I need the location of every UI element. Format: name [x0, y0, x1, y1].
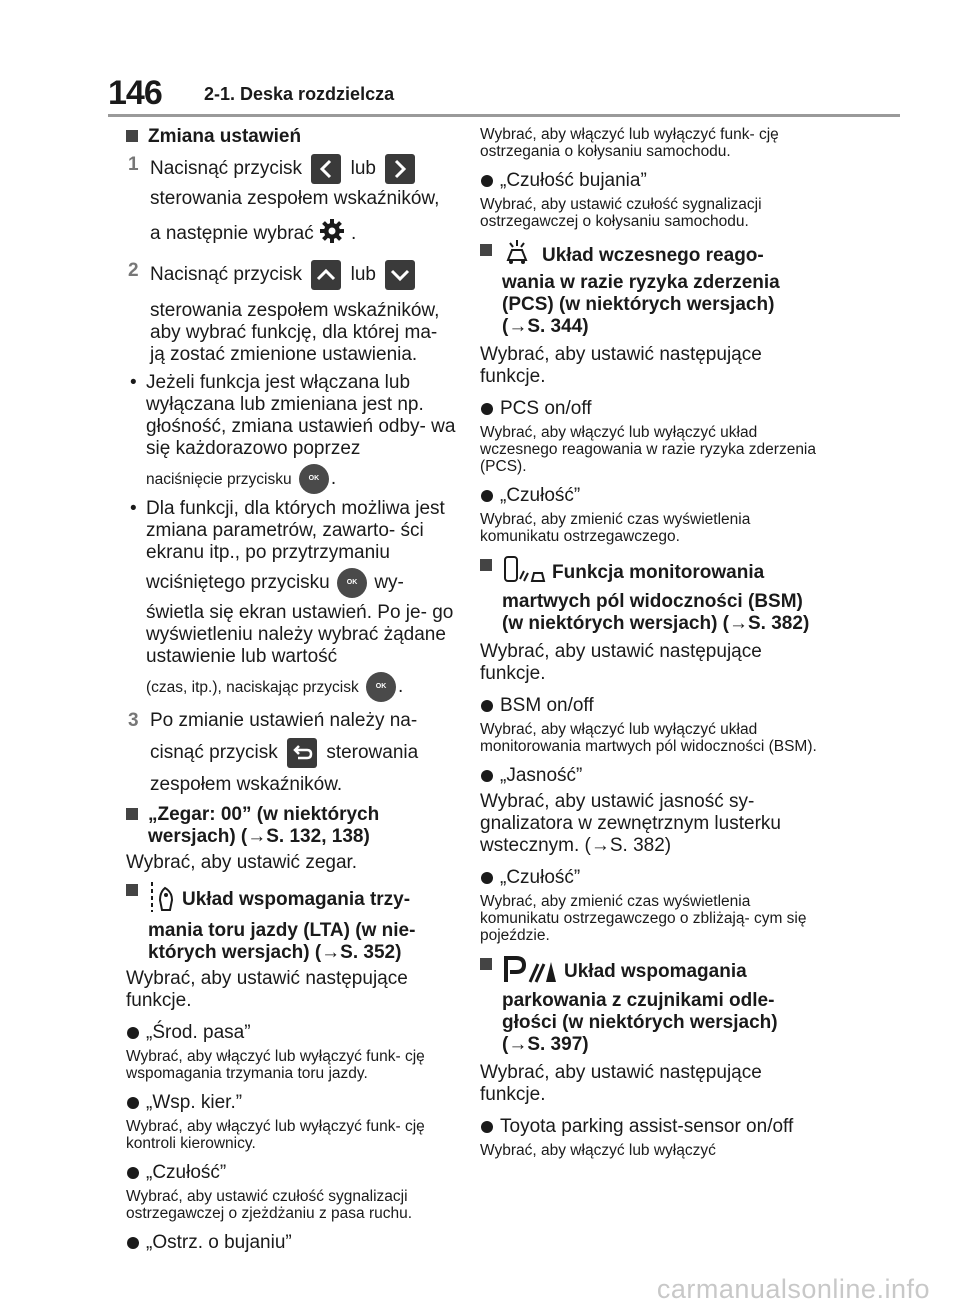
- right-arrow-key-icon: [385, 154, 415, 184]
- option-lane-center: „Środ. pasa”: [126, 1022, 458, 1044]
- blind-spot-monitor-icon: [502, 555, 546, 591]
- lta-description: Wybrać, aby ustawić następujące funkcje.: [126, 968, 408, 1011]
- option-sway-sensitivity: „Czułość bujania”: [480, 170, 820, 192]
- up-arrow-key-icon: [311, 260, 341, 290]
- square-bullet-icon: [126, 808, 138, 820]
- square-bullet-icon: [126, 130, 138, 142]
- header-rule: [108, 114, 900, 117]
- option-pcs-sensitivity: „Czułość”: [480, 485, 820, 507]
- section-title: 2-1. Deska rozdzielcza: [204, 84, 395, 104]
- left-arrow-key-icon: [311, 154, 341, 184]
- heading-parking-assist: Układ wspomagania parkowania z czujnikami odle- głości (w niektórych wersjach) (→S. 397): [480, 954, 820, 1056]
- dot-bullet-icon: [481, 872, 493, 884]
- square-bullet-icon: [480, 559, 492, 571]
- ok-key-icon: OK: [366, 672, 396, 702]
- heading-lta: Układ wspomagania trzy- mania toru jazdy (LTA) (w nie- których wersjach) (→S. 352): [126, 880, 458, 964]
- dot-bullet-icon: [127, 1027, 139, 1039]
- parking-assist-description: Wybrać, aby ustawić następujące funkcje.: [480, 1062, 762, 1105]
- heading-pcs: Układ wczesnego reago- wania w razie ryzyka zderzenia (PCS) (w niektórych wersjach) (→S. 344): [480, 240, 820, 338]
- dot-bullet-icon: [481, 1121, 493, 1133]
- note-1: • Jeżeli funkcja jest włączana lub wyłączana lub zmieniana jest np. głośność, zmiana ustawień odby- wa się każdorazowo poprzez: [130, 372, 456, 459]
- parking-sensor-description: Wybrać, aby włączyć lub wyłączyć: [480, 1142, 716, 1159]
- square-bullet-icon: [480, 958, 492, 970]
- down-arrow-key-icon: [385, 260, 415, 290]
- lane-tracing-icon: [148, 880, 176, 920]
- option-sway-warning: „Ostrz. o bujaniu”: [126, 1232, 458, 1254]
- ok-key-icon: OK: [299, 464, 329, 494]
- option-bsm-sensitivity: „Czułość”: [480, 867, 820, 889]
- bsm-description: Wybrać, aby ustawić następujące funkcje.: [480, 641, 762, 684]
- pcs-description: Wybrać, aby ustawić następujące funkcje.: [480, 344, 762, 387]
- bsm-sensitivity-description: Wybrać, aby zmienić czas wyświetlenia komunikatu ostrzegawczego o zbliżają- cym się pojeździe.: [480, 893, 807, 944]
- pre-collision-icon: [502, 240, 536, 272]
- square-bullet-icon: [480, 244, 492, 256]
- step-1: 1 Nacisnąć przycisk lub: [126, 154, 458, 184]
- page-number: 146: [108, 74, 162, 112]
- steering-assist-description: Wybrać, aby włączyć lub wyłączyć funk- cję kontroli kierownicy.: [126, 1118, 425, 1152]
- watermark: carmanualsonline.info: [656, 1274, 930, 1304]
- option-sensitivity: „Czułość”: [126, 1162, 458, 1184]
- dot-bullet-icon: [127, 1167, 139, 1179]
- heading-settings-change: Zmiana ustawień: [126, 126, 458, 148]
- sway-sensitivity-description: Wybrać, aby ustawić czułość sygnalizacji ostrzegawczej o kołysaniu samochodu.: [480, 196, 762, 230]
- square-bullet-icon: [126, 884, 138, 896]
- option-parking-sensor-onoff: Toyota parking assist-sensor on/off: [480, 1116, 820, 1138]
- step-3: 3 Po zmianie ustawień należy na-: [128, 710, 418, 731]
- sensitivity-description: Wybrać, aby ustawić czułość sygnalizacji ostrzegawczej o zjeżdżaniu z pasa ruchu.: [126, 1188, 413, 1222]
- dot-bullet-icon: [481, 175, 493, 187]
- bsm-onoff-description: Wybrać, aby włączyć lub wyłączyć układ monitorowania martwych pól widoczności (BSM).: [480, 721, 817, 755]
- lane-center-description: Wybrać, aby włączyć lub wyłączyć funk- cję wspomagania trzymania toru jazdy.: [126, 1048, 425, 1082]
- left-column: Zmiana ustawień 1 Nacisnąć przycisk lub sterowania zespołem wskaźników, a następnie wybrać . 2 Nacisnąć przycisk lub sterowania zespołem wskaźników, aby wybrać funkcję, dla której ma- ją zostać zmienione ustawienia. • Jeżeli funkcja jest włączana lub wyłączana lub zmieniana jest np. głośność, zmiana ustawień odby- wa się każdorazowo poprzez naciśnięcie przycisku OK . • Dla funkcji, dla których możliwa jest zmiana parametrów, zawarto- ści ekranu itp., po przytrzymaniu wciśniętego przycisku OK wy- świetla się ekran ustawień. Po je- go wyświetleniu należy wybrać żądane ustawienie lub wartość (czas, itp.), naciskając przycisk OK . 3 Po zmianie ustawień należy na- cisnąć przycisk sterowania zespołem wskaźników. „Zegar: 00” (w niektórych wersjach) (→S. 132, 138) Wybrać, aby ustawić zegar. Układ wspomagania trzy- mania toru jazdy (LTA) (w nie- których wersjach) (→S. 352) Wybrać, aby ustawić następujące funkcje. „Środ. pasa” Wybrać, aby włączyć lub wyłączyć funk- cję wspomagania trzymania toru jazdy. „Wsp. kier.” Wybrać, aby włączyć lub wyłączyć funk- cję kontroli kierownicy. „Czułość” Wybrać, aby ustawić czułość sygnalizacji ostrzegawczej o zjeżdżaniu z pasa ruchu. „Ostrz. o bujaniu”: [126, 126, 458, 1254]
- brightness-description: Wybrać, aby ustawić jasność sy- gnalizatora w zewnętrznym lusterku wstecznym. (→S. 382): [480, 791, 781, 856]
- option-pcs-onoff: PCS on/off: [480, 398, 820, 420]
- parking-sensor-icon: [502, 954, 558, 990]
- heading-clock: „Zegar: 00” (w niektórych wersjach) (→S. 132, 138): [126, 804, 458, 848]
- dot-bullet-icon: [127, 1097, 139, 1109]
- pcs-sensitivity-description: Wybrać, aby zmienić czas wyświetlenia komunikatu ostrzegawczego.: [480, 511, 751, 545]
- pcs-onoff-description: Wybrać, aby włączyć lub wyłączyć układ wczesnego reagowania w razie ryzyka zderzenia (PCS).: [480, 424, 816, 475]
- dot-bullet-icon: [481, 700, 493, 712]
- dot-bullet-icon: [481, 403, 493, 415]
- sway-warning-description: Wybrać, aby włączyć lub wyłączyć funk- cję ostrzegania o kołysaniu samochodu.: [480, 126, 779, 160]
- clock-description: Wybrać, aby ustawić zegar.: [126, 852, 358, 873]
- option-brightness: „Jasność”: [480, 765, 820, 787]
- heading-bsm: Funkcja monitorowania martwych pól widoczności (BSM) (w niektórych wersjach) (→S. 382): [480, 555, 820, 635]
- gear-icon: [319, 218, 345, 250]
- back-key-icon: [287, 738, 317, 768]
- step-2: 2 Nacisnąć przycisk lub: [126, 260, 458, 290]
- dot-bullet-icon: [127, 1237, 139, 1249]
- option-bsm-onoff: BSM on/off: [480, 695, 820, 717]
- dot-bullet-icon: [481, 490, 493, 502]
- ok-key-icon: OK: [337, 568, 367, 598]
- option-steering-assist: „Wsp. kier.”: [126, 1092, 458, 1114]
- right-column: [480, 126, 820, 1159]
- note-2: • Dla funkcji, dla których możliwa jest zmiana parametrów, zawarto- ści ekranu itp., po przytrzymaniu: [130, 498, 445, 563]
- dot-bullet-icon: [481, 770, 493, 782]
